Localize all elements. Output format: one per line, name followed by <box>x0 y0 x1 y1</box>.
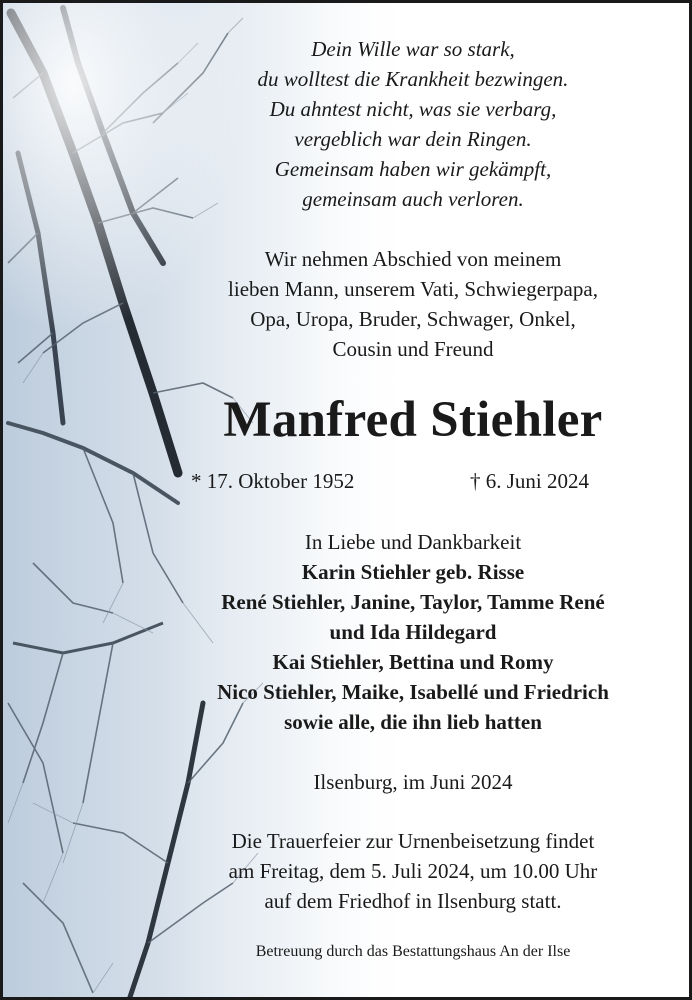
poem-line: Dein Wille war so stark, <box>311 37 515 61</box>
mourner-line: Nico Stiehler, Maike, Isabellé und Friedrich <box>217 680 609 704</box>
poem-line: gemeinsam auch verloren. <box>302 187 524 211</box>
mourner-line: und Ida Hildegard <box>329 620 497 644</box>
mourner-line: sowie alle, die ihn lieb hatten <box>284 710 542 734</box>
deceased-name: Manfred Stiehler <box>223 392 603 448</box>
love-line: In Liebe und Dankbarkeit <box>304 530 522 554</box>
ceremony-line: Die Trauerfeier zur Urnenbeisetzung findet <box>231 829 595 853</box>
poem-line: vergeblich war dein Ringen. <box>294 127 532 151</box>
birth-date: * 17. Oktober 1952 <box>191 469 355 493</box>
mourner-line: René Stiehler, Janine, Taylor, Tamme René <box>221 590 605 614</box>
funeral-home-credit: Betreuung durch das Bestattungshaus An der Ilse <box>255 943 571 960</box>
mourner-line: Karin Stiehler geb. Risse <box>301 560 525 584</box>
death-date: † 6. Juni 2024 <box>470 469 590 493</box>
poem-line: Du ahntest nicht, was sie verbarg, <box>269 97 557 121</box>
farewell-line: Opa, Uropa, Bruder, Schwager, Onkel, <box>250 307 576 331</box>
mourner-line: Kai Stiehler, Bettina und Romy <box>272 650 554 674</box>
farewell-line: Cousin und Freund <box>332 337 494 361</box>
poem-line: du wolltest die Krankheit bezwingen. <box>257 67 569 91</box>
poem-line: Gemeinsam haben wir gekämpft, <box>274 157 552 181</box>
notice-text <box>148 3 678 1000</box>
ceremony-line: auf dem Friedhof in Ilsenburg statt. <box>264 889 562 913</box>
place-date: Ilsenburg, im Juni 2024 <box>313 770 513 794</box>
ceremony-line: am Freitag, dem 5. Juli 2024, um 10.00 Uhr <box>228 859 598 883</box>
farewell-line: lieben Mann, unserem Vati, Schwiegerpapa, <box>228 277 598 301</box>
farewell-line: Wir nehmen Abschied von meinem <box>264 247 562 271</box>
